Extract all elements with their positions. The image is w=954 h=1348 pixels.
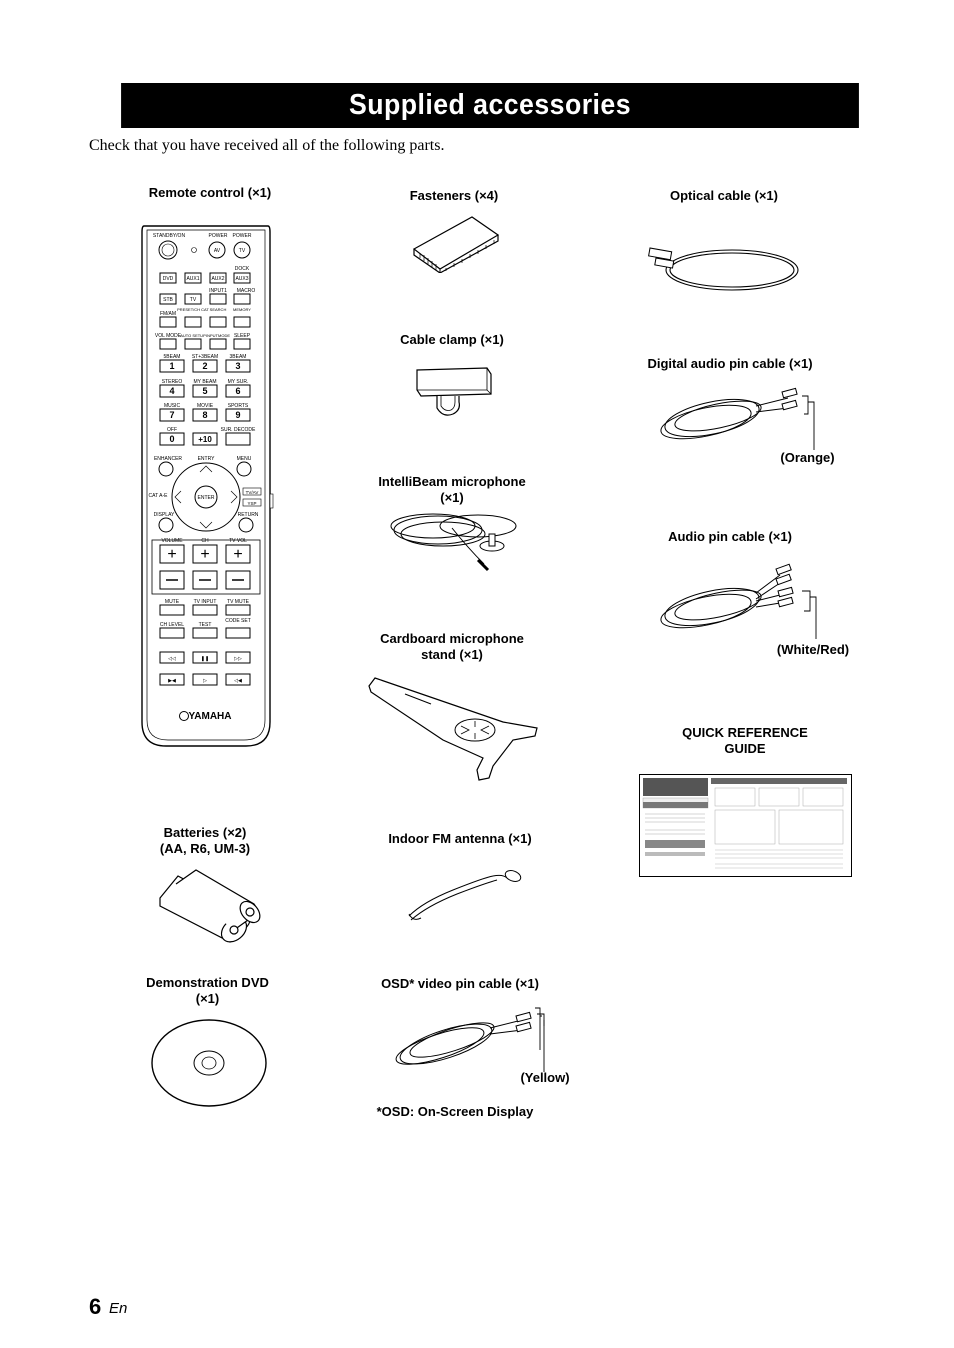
osd-footnote: *OSD: On-Screen Display [376,1104,534,1119]
svg-text:▷: ▷ [203,678,207,684]
svg-text:9: 9 [235,410,241,420]
svg-text:AUX3: AUX3 [235,276,249,282]
svg-text:TV/AV: TV/AV [245,490,259,495]
svg-text:8: 8 [202,410,208,420]
svg-text:POWER: POWER [232,233,252,239]
mic-stand-illustration [365,676,541,782]
svg-text:AUX1: AUX1 [186,276,200,282]
svg-text:ENHANCER: ENHANCER [153,456,183,462]
svg-text:MY BEAM: MY BEAM [193,379,217,385]
optical-cable-illustration [646,242,802,294]
intellibeam-mic-label: IntelliBeam microphone (×1) [378,474,526,505]
audio-pin-cable-label: Audio pin cable (×1) [668,529,792,544]
svg-text:YAMAHA: YAMAHA [188,711,232,722]
svg-text:SUR. DECODE: SUR. DECODE [220,427,256,433]
optical-cable-label: Optical cable (×1) [669,188,778,203]
svg-text:RETURN: RETURN [237,512,259,518]
svg-text:DVD: DVD [162,276,174,282]
fasteners-illustration [410,213,502,273]
svg-text:POWER: POWER [208,233,228,239]
svg-text:▶◀: ▶◀ [168,678,176,684]
svg-text:TV VOL: TV VOL [229,538,247,544]
fm-antenna-illustration [403,862,523,926]
remote-control-label: Remote control (×1) [148,185,272,200]
svg-text:STB: STB [163,297,173,303]
svg-text:ENTRY: ENTRY [197,456,215,462]
svg-text:SPORTS: SPORTS [227,403,249,409]
audio-pin-cable-illustration [656,553,820,641]
cable-clamp-illustration [413,366,493,418]
svg-text:MOVIE: MOVIE [196,403,214,409]
svg-text:1: 1 [169,361,175,371]
quick-reference-guide-illustration [639,774,852,877]
svg-text:0: 0 [169,434,175,444]
svg-text:STANDBY/ON: STANDBY/ON [152,233,186,239]
svg-text:+: + [233,546,243,563]
svg-text:VOL MODE: VOL MODE [154,333,182,339]
fm-antenna-label: Indoor FM antenna (×1) [388,831,532,846]
svg-text:TV MUTE: TV MUTE [227,599,249,605]
svg-text:▷▷: ▷▷ [234,656,242,662]
svg-text:7: 7 [169,410,175,420]
svg-text:3BEAM: 3BEAM [229,354,247,360]
svg-text:3: 3 [235,361,241,371]
svg-text:ENTER: ENTER [197,495,215,501]
svg-text:ST+3BEAM: ST+3BEAM [191,354,219,360]
batteries-illustration [150,868,262,946]
svg-text:FM/AM: FM/AM [159,311,177,317]
svg-text:◁◁: ◁◁ [168,656,176,662]
svg-text:CAT A-E: CAT A-E [148,493,168,499]
svg-text:STEREO: STEREO [161,379,183,385]
digital-audio-cable-label: Digital audio pin cable (×1) [647,356,813,371]
svg-text:CODE SET: CODE SET [225,618,251,624]
svg-text:CH LEVEL: CH LEVEL [159,622,185,628]
remote-control-illustration [138,222,274,750]
svg-text:TV: TV [238,248,246,254]
svg-text:SEARCH: SEARCH [209,307,227,312]
page-number: 6 [89,1294,102,1319]
svg-text:MUTE: MUTE [164,599,180,605]
svg-text:PRESET/CH CAT: PRESET/CH CAT [177,307,209,312]
page-title: Supplied accessories [121,83,859,128]
svg-text:TEST: TEST [198,622,212,628]
osd-color-label: (Yellow) [520,1070,570,1085]
audio-color-label: (White/Red) [776,642,850,657]
svg-text:5BEAM: 5BEAM [163,354,181,360]
svg-text:TV: TV [189,297,197,303]
svg-text:MENU: MENU [236,456,252,462]
svg-text:❚❚: ❚❚ [200,656,210,662]
intro-text: Check that you have received all of the following parts. [89,137,445,154]
digital-audio-cable-illustration [656,380,820,454]
demo-dvd-label: Demonstration DVD (×1) [146,975,269,1006]
svg-text:MACRO: MACRO [236,288,256,294]
dvd-illustration [150,1018,268,1108]
quick-reference-guide-label: QUICK REFERENCE GUIDE [682,725,808,756]
svg-text:INPUT1: INPUT1 [209,288,227,294]
svg-text:4: 4 [169,386,175,396]
svg-text:MEMORY: MEMORY [233,307,251,312]
svg-text:CH: CH [201,538,209,544]
svg-text:+10: +10 [198,435,212,444]
svg-text:DISPLAY: DISPLAY [153,512,175,518]
osd-cable-illustration [390,1006,552,1074]
mic-stand-label: Cardboard microphone stand (×1) [380,631,524,662]
svg-text:◁◀: ◁◀ [234,678,242,684]
svg-text:2: 2 [202,361,208,371]
batteries-label: Batteries (×2) (AA, R6, UM-3) [159,825,251,856]
svg-text:AV: AV [213,248,221,254]
page-language: En [109,1300,128,1317]
svg-text:TV INPUT: TV INPUT [193,599,217,605]
svg-text:+: + [167,546,177,563]
fasteners-label: Fasteners (×4) [409,188,499,203]
intellibeam-mic-illustration [388,508,528,576]
svg-text:INPUTMODE: INPUTMODE [206,333,230,338]
svg-text:MUSIC: MUSIC [163,403,181,409]
svg-text:OFF: OFF [167,427,177,433]
svg-text:MY SUR.: MY SUR. [227,379,249,385]
svg-text:SLEEP: SLEEP [233,333,251,339]
svg-text:+: + [200,546,210,563]
cable-clamp-label: Cable clamp (×1) [400,332,504,347]
svg-text:6: 6 [235,386,241,396]
svg-text:DOCK: DOCK [234,266,250,272]
svg-text:5: 5 [202,386,208,396]
svg-text:VOLUME: VOLUME [161,538,183,544]
svg-text:AUX2: AUX2 [211,276,225,282]
digital-color-label: (Orange) [780,450,835,465]
svg-text:AUTO SETUP: AUTO SETUP [180,333,206,338]
svg-text:YSP: YSP [247,501,257,506]
osd-cable-label: OSD* video pin cable (×1) [381,976,539,991]
